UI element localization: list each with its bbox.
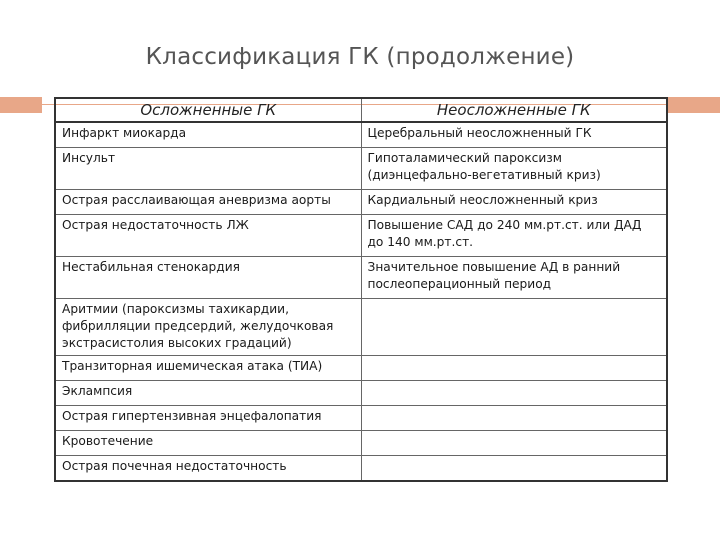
table-row: [55, 122, 667, 148]
table-row: [55, 257, 667, 299]
cell-uncomplicated: [361, 431, 667, 456]
table-row: [55, 356, 667, 381]
cell-uncomplicated: [361, 456, 667, 482]
table-row: [55, 381, 667, 406]
table-row: [55, 148, 667, 190]
cell-uncomplicated: Кардиальный неосложненный криз: [361, 190, 667, 215]
cell-complicated: Эклампсия: [55, 381, 361, 406]
table-row: [55, 456, 667, 482]
slide-title: Классификация ГК (продолжение): [145, 44, 575, 70]
cell-uncomplicated: [361, 299, 667, 356]
header-complicated: Осложненные ГК: [55, 98, 361, 122]
cell-complicated: Аритмии (пароксизмы тахикардии, фибрилляции предсердий, желудочковая экстрасистолия высоких градаций): [55, 299, 361, 356]
header-uncomplicated: Неосложненные ГК: [361, 98, 667, 122]
table-header-row: [55, 98, 667, 122]
cell-complicated: Острая почечная недостаточность: [55, 456, 361, 482]
cell-uncomplicated: Значительное повышение АД в ранний послеоперационный период: [361, 257, 667, 299]
table-row: [55, 190, 667, 215]
cell-uncomplicated: Церебральный неосложненный ГК: [361, 122, 667, 148]
table-row: [55, 406, 667, 431]
classification-table: [54, 97, 668, 482]
cell-uncomplicated: [361, 381, 667, 406]
cell-complicated: Острая недостаточность ЛЖ: [55, 215, 361, 257]
cell-complicated: Кровотечение: [55, 431, 361, 456]
cell-complicated: Транзиторная ишемическая атака (ТИА): [55, 356, 361, 381]
accent-bar-right: [666, 97, 720, 113]
cell-uncomplicated: Повышение САД до 240 мм.рт.ст. или ДАД до 140 мм.рт.ст.: [361, 215, 667, 257]
cell-complicated: Инсульт: [55, 148, 361, 190]
cell-uncomplicated: Гипоталамический пароксизм (диэнцефально-вегетативный криз): [361, 148, 667, 190]
cell-complicated: Острая расслаивающая аневризма аорты: [55, 190, 361, 215]
table-row: [55, 431, 667, 456]
table-row: [55, 299, 667, 356]
cell-complicated: Острая гипертензивная энцефалопатия: [55, 406, 361, 431]
cell-uncomplicated: [361, 406, 667, 431]
cell-uncomplicated: [361, 356, 667, 381]
cell-complicated: Нестабильная стенокардия: [55, 257, 361, 299]
accent-bar-left: [0, 97, 42, 113]
table-row: [55, 215, 667, 257]
cell-complicated: Инфаркт миокарда: [55, 122, 361, 148]
